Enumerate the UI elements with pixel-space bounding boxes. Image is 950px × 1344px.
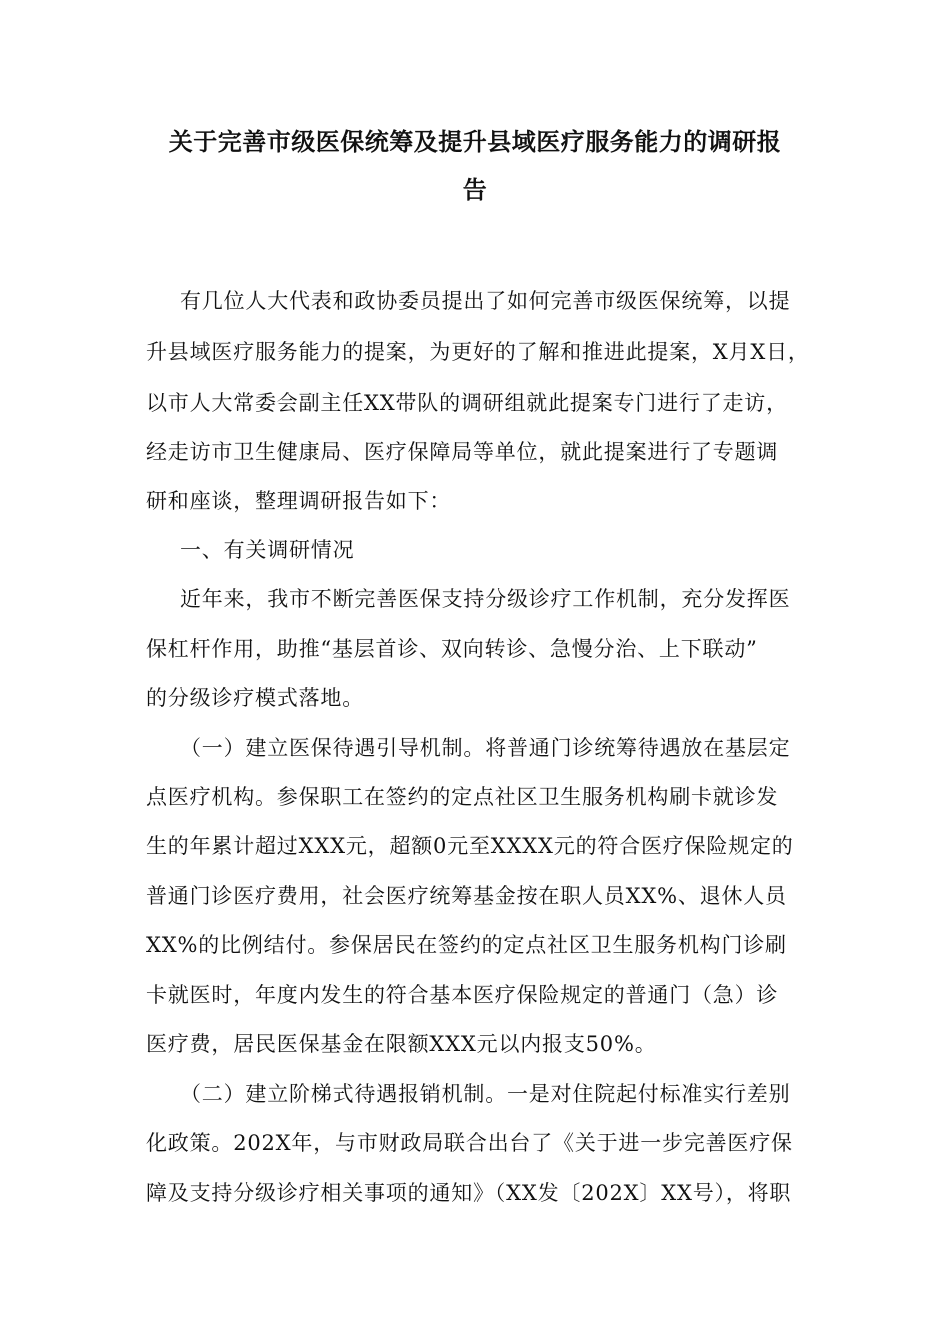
title-line-2: 告 xyxy=(462,175,488,204)
paragraph-line: 有几位人大代表和政协委员提出了如何完善市级医保统筹，以提 xyxy=(180,289,791,313)
paragraph-line: 医疗费，居民医保基金在限额XXX元以内报支50%。 xyxy=(146,1032,657,1056)
paragraph-line: 点医疗机构。参保职工在签约的定点社区卫生服务机构刷卡就诊发 xyxy=(146,785,779,809)
paragraph-line: 升县域医疗服务能力的提案，为更好的了解和推进此提案，X月X日， xyxy=(146,340,810,364)
paragraph-line: 经走访市卫生健康局、医疗保障局等单位，就此提案进行了专题调 xyxy=(146,440,779,464)
paragraph-line: 卡就医时，年度内发生的符合基本医疗保险规定的普通门（急）诊 xyxy=(146,983,779,1007)
paragraph-line: 研和座谈，整理调研报告如下： xyxy=(146,489,452,513)
paragraph-line: 近年来，我市不断完善医保支持分级诊疗工作机制，充分发挥医 xyxy=(180,587,791,611)
paragraph-line: 障及支持分级诊疗相关事项的通知》（XX发〔202X〕XX号），将职 xyxy=(146,1181,792,1205)
paragraph-line: （二）建立阶梯式待遇报销机制。一是对住院起付标准实行差别 xyxy=(180,1082,791,1106)
paragraph-line: XX%的比例结付。参保居民在签约的定点社区卫生服务机构门诊刷 xyxy=(146,933,787,957)
paragraph-line: （一）建立医保待遇引导机制。将普通门诊统筹待遇放在基层定 xyxy=(180,736,791,760)
section-heading: 一、有关调研情况 xyxy=(180,538,355,562)
paragraph-line: 生的年累计超过XXX元，超额0元至XXXX元的符合医疗保险规定的 xyxy=(146,834,794,858)
paragraph-line: 的分级诊疗模式落地。 xyxy=(146,686,364,710)
paragraph-line: 化政策。202X年，与市财政局联合出台了《关于进一步完善医疗保 xyxy=(146,1131,793,1155)
paragraph-line: 保杠杆作用，助推“基层首诊、双向转诊、急慢分治、上下联动” xyxy=(146,637,758,661)
paragraph-line: 以市人大常委会副主任XX带队的调研组就此提案专门进行了走访， xyxy=(146,391,788,415)
paragraph-line: 普通门诊医疗费用，社会医疗统筹基金按在职人员XX%、退休人员 xyxy=(146,884,787,908)
title-line-1: 关于完善市级医保统筹及提升县域医疗服务能力的调研报 xyxy=(168,127,782,156)
